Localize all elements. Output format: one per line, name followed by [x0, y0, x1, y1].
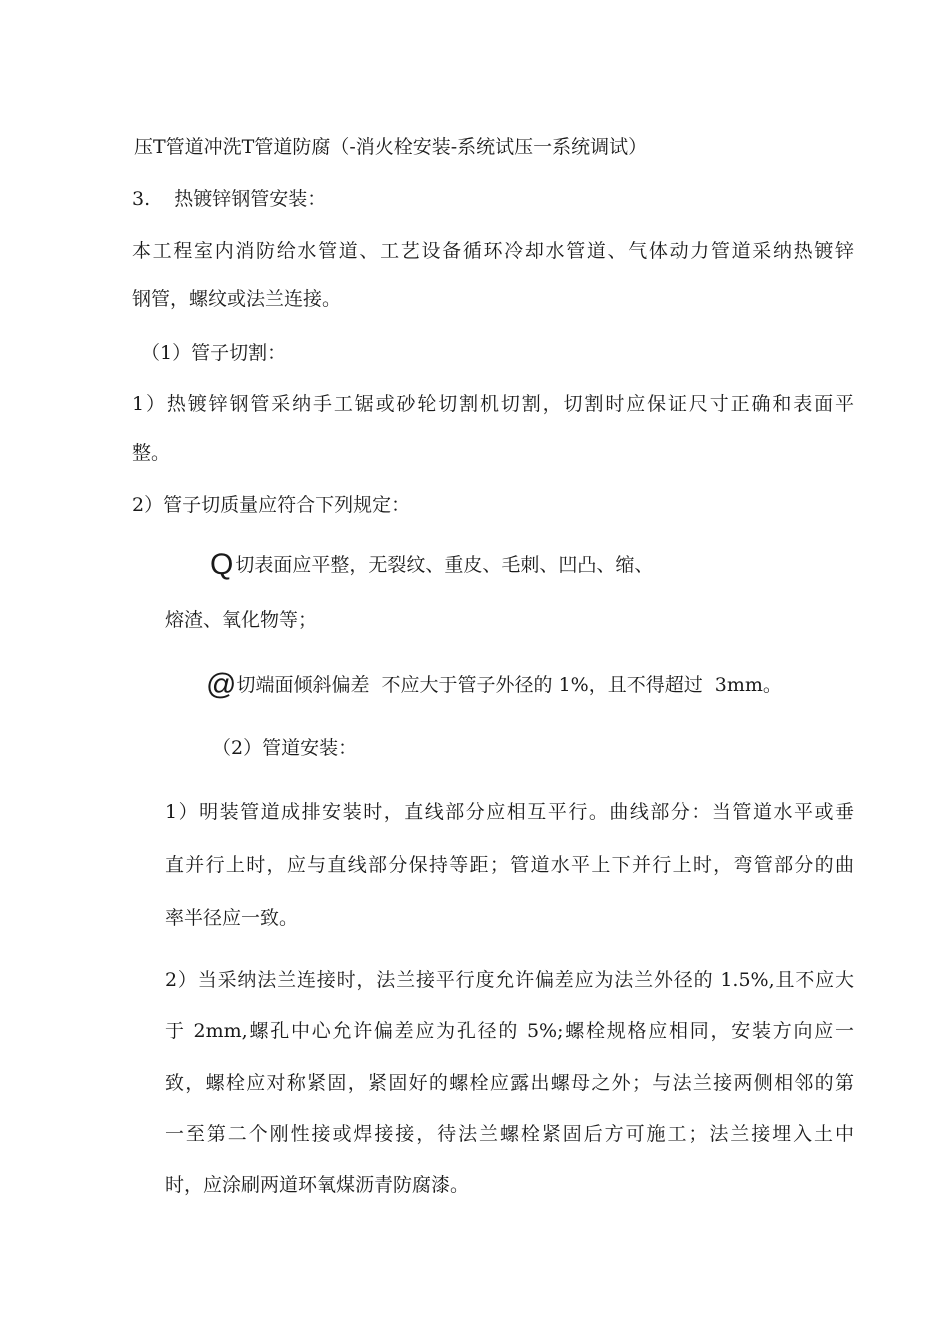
install-item-2-line-4: 一至第二个刚性接或焊接接，待法兰螺栓紧固后方可施工；法兰接埋入土中 [165, 1123, 854, 1145]
install-item-1-line-2: 直并行上时，应与直线部分保持等距；管道水平上下并行上时，弯管部分的曲 [165, 854, 854, 876]
bullet-item-at-text: 切端面倾斜偏差 不应大于管子外径的 1%，且不得超过 3mm。 [236, 674, 782, 696]
item-2-heading: 2）管子切质量应符合下列规定： [132, 494, 411, 516]
install-item-1-line-3: 率半径应一致。 [165, 907, 299, 929]
install-item-2-line-2: 于 2mm,螺孔中心允许偏差应为孔径的 5%;螺栓规格应相同，安装方向应一 [165, 1020, 854, 1042]
subheading-pipe-installation: （2）管道安装： [212, 737, 358, 759]
paragraph-intro-line-2: 钢管，螺纹或法兰连接。 [132, 288, 342, 310]
bullet-item-q-line-1 [210, 548, 654, 581]
process-flow-line: 压T管道冲洗T管道防腐（-消火栓安装-系统试压一系统调试） [134, 136, 648, 158]
bullet-item-q-line-2: 熔渣、氧化物等； [165, 609, 318, 631]
subheading-pipe-cutting: （1）管子切割： [141, 342, 287, 364]
install-item-1-line-1: 1）明装管道成排安装时，直线部分应相互平行。曲线部分：当管道水平或垂 [165, 801, 854, 823]
q-bullet-icon: Q [210, 548, 234, 581]
bullet-item-at-line [206, 668, 782, 701]
item-1-line-1: 1）热镀锌钢管采纳手工锯或砂轮切割机切割，切割时应保证尺寸正确和表面平 [132, 393, 854, 415]
item-1-line-2: 整。 [132, 442, 171, 464]
install-item-2-line-5: 时，应涂刷两道环氧煤沥青防腐漆。 [165, 1174, 470, 1196]
install-item-2-line-3: 致，螺栓应对称紧固，紧固好的螺栓应露出螺母之外；与法兰接两侧相邻的第 [165, 1072, 854, 1094]
at-bullet-icon: @ [206, 668, 237, 701]
paragraph-intro-line-1: 本工程室内消防给水管道、工艺设备循环冷却水管道、气体动力管道采纳热镀锌 [132, 240, 854, 262]
bullet-item-q-text: 切表面应平整，无裂纹、重皮、毛刺、凹凸、缩、 [235, 554, 654, 576]
install-item-2-line-1: 2）当采纳法兰连接时，法兰接平行度允许偏差应为法兰外径的 1.5%,且不应大 [165, 969, 854, 991]
section-heading-galvanized-pipe: 3. 热镀锌钢管安装： [132, 188, 327, 210]
